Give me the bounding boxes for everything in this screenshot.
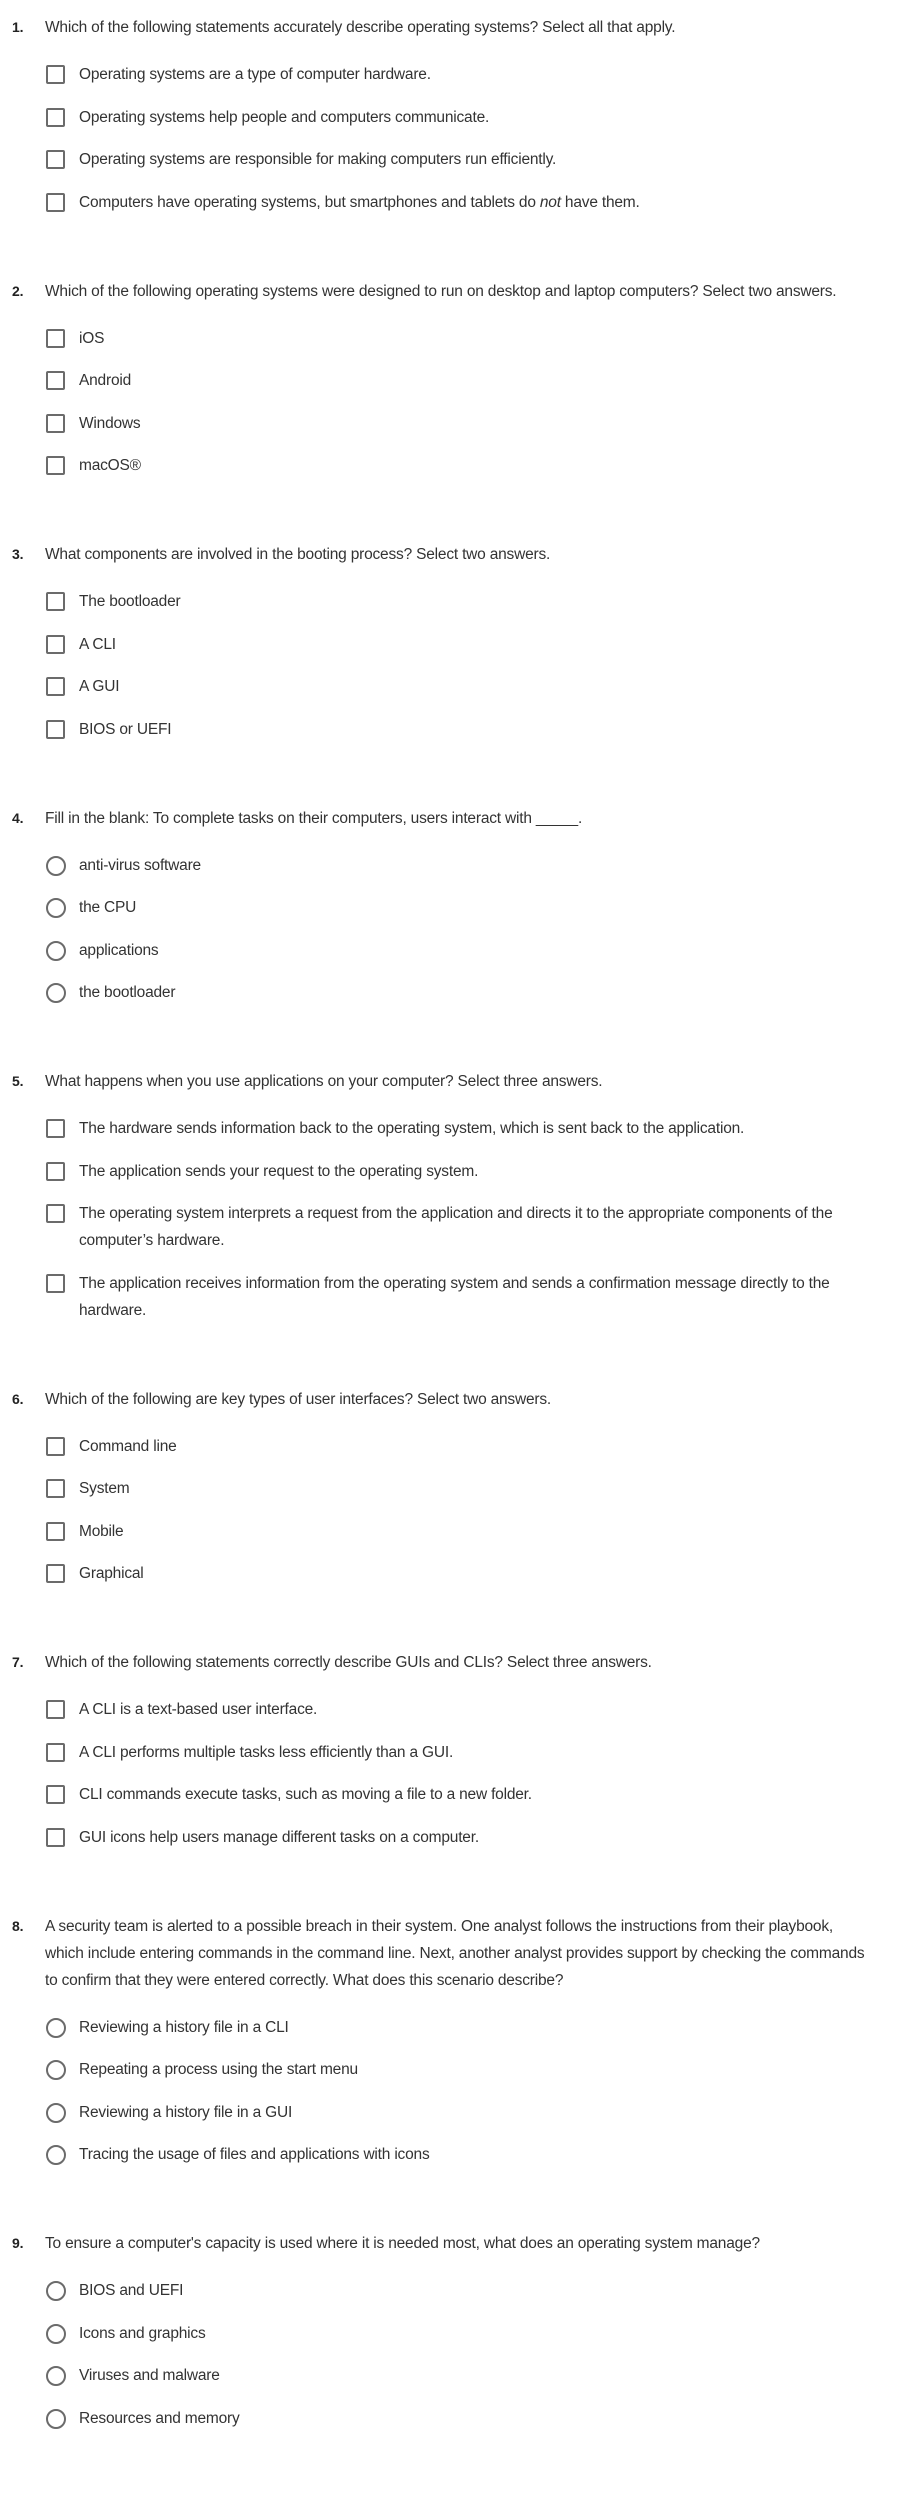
question-header <box>12 1386 873 1413</box>
question-number: 5. <box>12 1073 24 1089</box>
radio-icon[interactable] <box>46 2103 66 2123</box>
checkbox-icon[interactable] <box>46 1119 65 1138</box>
radio-icon[interactable] <box>46 983 66 1003</box>
option-label: Windows <box>79 414 141 432</box>
option-label: The bootloader <box>79 593 181 610</box>
question-text: A security team is alerted to a possible breach in their system. One analyst follows the instructions from their playbook, which include entering commands in the command line. Next, another analyst provides support by checking the commands to confirm that they were entered correctly. What does this scenario describe? <box>45 1917 865 1989</box>
option-label: iOS <box>79 329 105 347</box>
option-checkbox[interactable] <box>45 1200 873 1254</box>
option-checkbox[interactable] <box>45 1739 873 1766</box>
checkbox-icon[interactable] <box>46 108 65 127</box>
question-number: 2. <box>12 282 24 299</box>
question-5 <box>0 1068 903 1324</box>
question-9 <box>0 2230 903 2432</box>
question-number: 8. <box>12 1917 24 1934</box>
question-header <box>12 541 873 568</box>
question-text: Fill in the blank: To complete tasks on their computers, users interact with _____. <box>45 809 583 827</box>
option-label: Viruses and malware <box>79 2367 220 2384</box>
checkbox-icon[interactable] <box>46 1274 65 1293</box>
question-header <box>12 278 873 305</box>
option-label: A CLI performs multiple tasks less efficiently than a GUI. <box>79 1743 454 1761</box>
checkbox-icon[interactable] <box>46 456 65 475</box>
question-header <box>12 1649 873 1676</box>
checkbox-icon[interactable] <box>46 1743 65 1762</box>
option-checkbox[interactable] <box>45 189 873 216</box>
checkbox-icon[interactable] <box>46 635 65 654</box>
question-number: 1. <box>12 19 24 35</box>
radio-icon[interactable] <box>46 2060 66 2080</box>
checkbox-icon[interactable] <box>46 371 65 390</box>
option-label: Reviewing a history file in a GUI <box>79 2103 293 2121</box>
question-2 <box>0 278 903 480</box>
option-label: anti-virus software <box>79 856 201 874</box>
option-checkbox[interactable] <box>45 1475 873 1502</box>
options-list <box>45 1696 873 1851</box>
option-radio[interactable] <box>45 2141 873 2168</box>
options-list <box>45 2277 873 2432</box>
options-list <box>45 852 873 1007</box>
checkbox-icon[interactable] <box>46 1700 65 1719</box>
radio-icon[interactable] <box>46 856 66 876</box>
option-label: Command line <box>79 1437 177 1455</box>
question-number: 6. <box>12 1390 24 1407</box>
option-label: Resources and memory <box>79 2409 240 2427</box>
checkbox-icon[interactable] <box>46 1479 65 1498</box>
option-checkbox[interactable] <box>45 631 873 658</box>
option-checkbox[interactable] <box>45 673 873 700</box>
option-label: BIOS or UEFI <box>79 720 172 738</box>
option-checkbox[interactable] <box>45 588 873 615</box>
option-checkbox[interactable] <box>45 146 873 173</box>
radio-icon[interactable] <box>46 941 66 961</box>
checkbox-icon[interactable] <box>46 150 65 169</box>
radio-icon[interactable] <box>46 2409 66 2429</box>
checkbox-icon[interactable] <box>46 1785 65 1804</box>
question-header <box>12 1068 873 1095</box>
option-checkbox[interactable] <box>45 1696 873 1723</box>
question-text: What happens when you use applications on your computer? Select three answers. <box>45 1073 603 1090</box>
checkbox-icon[interactable] <box>46 1828 65 1847</box>
option-checkbox[interactable] <box>45 1433 873 1460</box>
radio-icon[interactable] <box>46 898 66 918</box>
question-7 <box>0 1649 903 1851</box>
options-list <box>45 325 873 480</box>
radio-icon[interactable] <box>46 2145 66 2165</box>
option-label: The operating system interprets a request from the application and directs it to the appropriate components of the computer’s hardware. <box>79 1205 833 1249</box>
option-radio[interactable] <box>45 2405 873 2432</box>
question-1 <box>0 14 903 216</box>
checkbox-icon[interactable] <box>46 414 65 433</box>
option-checkbox[interactable] <box>45 1560 873 1587</box>
checkbox-icon[interactable] <box>46 65 65 84</box>
option-label: A GUI <box>79 678 120 695</box>
option-checkbox[interactable] <box>45 61 873 88</box>
checkbox-icon[interactable] <box>46 720 65 739</box>
option-radio[interactable] <box>45 937 873 964</box>
option-label: Android <box>79 372 132 389</box>
question-6 <box>0 1386 903 1588</box>
option-label <box>79 189 640 216</box>
option-label: System <box>79 1480 130 1497</box>
options-list <box>45 61 873 216</box>
option-checkbox[interactable] <box>45 410 873 437</box>
radio-icon[interactable] <box>46 2018 66 2038</box>
option-checkbox[interactable] <box>45 1270 873 1324</box>
option-checkbox[interactable] <box>45 1781 873 1808</box>
option-radio[interactable] <box>45 979 873 1006</box>
checkbox-icon[interactable] <box>46 677 65 696</box>
option-checkbox[interactable] <box>45 1824 873 1851</box>
option-checkbox[interactable] <box>45 104 873 131</box>
option-label: The application receives information from the operating system and sends a confirmation message directly to the hardware. <box>79 1274 830 1319</box>
option-checkbox[interactable] <box>45 325 873 352</box>
options-list <box>45 588 873 743</box>
radio-icon[interactable] <box>46 2281 66 2301</box>
question-text: Which of the following operating systems were designed to run on desktop and laptop computers? Select two answers. <box>45 282 837 300</box>
option-checkbox[interactable] <box>45 1115 873 1142</box>
option-label: Operating systems help people and computers communicate. <box>79 108 490 126</box>
option-label: macOS® <box>79 457 141 474</box>
option-label: Icons and graphics <box>79 2324 206 2342</box>
radio-icon[interactable] <box>46 2366 66 2386</box>
option-label: A CLI is a text-based user interface. <box>79 1701 318 1718</box>
question-header <box>12 1913 873 1994</box>
question-8 <box>0 1913 903 2169</box>
option-label: Tracing the usage of files and applications with icons <box>79 2146 430 2163</box>
checkbox-icon[interactable] <box>46 193 65 212</box>
option-label-part: Computers have operating systems, but smartphones and tablets do <box>79 193 540 211</box>
checkbox-icon[interactable] <box>46 1162 65 1181</box>
question-text: Which of the following are key types of user interfaces? Select two answers. <box>45 1390 552 1408</box>
checkbox-icon[interactable] <box>46 1437 65 1456</box>
checkbox-icon[interactable] <box>46 329 65 348</box>
option-label: CLI commands execute tasks, such as moving a file to a new folder. <box>79 1786 532 1803</box>
option-label: Repeating a process using the start menu <box>79 2061 358 2078</box>
option-label: the CPU <box>79 899 137 916</box>
option-label: GUI icons help users manage different tasks on a computer. <box>79 1828 479 1846</box>
option-label: A CLI <box>79 635 116 653</box>
question-text: Which of the following statements accurately describe operating systems? Select all that apply. <box>45 19 676 36</box>
option-label: The hardware sends information back to the operating system, which is sent back to the application. <box>79 1120 745 1137</box>
checkbox-icon[interactable] <box>46 1522 65 1541</box>
question-header <box>12 14 873 41</box>
option-label: BIOS and UEFI <box>79 2282 184 2299</box>
option-label: Mobile <box>79 1522 124 1540</box>
option-radio[interactable] <box>45 2277 873 2304</box>
question-number: 7. <box>12 1654 24 1670</box>
option-radio[interactable] <box>45 2320 873 2347</box>
question-text: Which of the following statements correctly describe GUIs and CLIs? Select three answers. <box>45 1654 652 1671</box>
question-4 <box>0 805 903 1007</box>
option-label: The application sends your request to the operating system. <box>79 1162 479 1180</box>
question-number: 9. <box>12 2235 24 2251</box>
option-radio[interactable] <box>45 2099 873 2126</box>
question-text: To ensure a computer's capacity is used where it is needed most, what does an operating system manage? <box>45 2235 760 2252</box>
option-radio[interactable] <box>45 2014 873 2041</box>
option-label: Graphical <box>79 1565 144 1582</box>
question-3 <box>0 541 903 743</box>
checkbox-icon[interactable] <box>46 1564 65 1583</box>
question-number: 4. <box>12 809 24 826</box>
options-list <box>45 1433 873 1588</box>
option-label: Reviewing a history file in a CLI <box>79 2018 289 2036</box>
question-header <box>12 805 873 832</box>
options-list <box>45 1115 873 1324</box>
option-checkbox[interactable] <box>45 1518 873 1545</box>
radio-icon[interactable] <box>46 2324 66 2344</box>
checkbox-icon[interactable] <box>46 1204 65 1223</box>
option-label: applications <box>79 941 159 959</box>
option-radio[interactable] <box>45 852 873 879</box>
option-checkbox[interactable] <box>45 716 873 743</box>
option-label: Operating systems are responsible for making computers run efficiently. <box>79 151 557 168</box>
option-checkbox[interactable] <box>45 367 873 394</box>
option-radio[interactable] <box>45 2056 873 2083</box>
option-radio[interactable] <box>45 894 873 921</box>
options-list <box>45 2014 873 2169</box>
question-header <box>12 2230 873 2257</box>
option-label-emphasis: not <box>539 193 561 211</box>
checkbox-icon[interactable] <box>46 592 65 611</box>
option-label-part: have them. <box>560 193 640 211</box>
option-label: the bootloader <box>79 984 176 1001</box>
question-number: 3. <box>12 546 24 562</box>
question-text: What components are involved in the booting process? Select two answers. <box>45 546 551 563</box>
option-radio[interactable] <box>45 2362 873 2389</box>
option-checkbox[interactable] <box>45 452 873 479</box>
option-checkbox[interactable] <box>45 1158 873 1185</box>
option-label: Operating systems are a type of computer hardware. <box>79 66 431 83</box>
